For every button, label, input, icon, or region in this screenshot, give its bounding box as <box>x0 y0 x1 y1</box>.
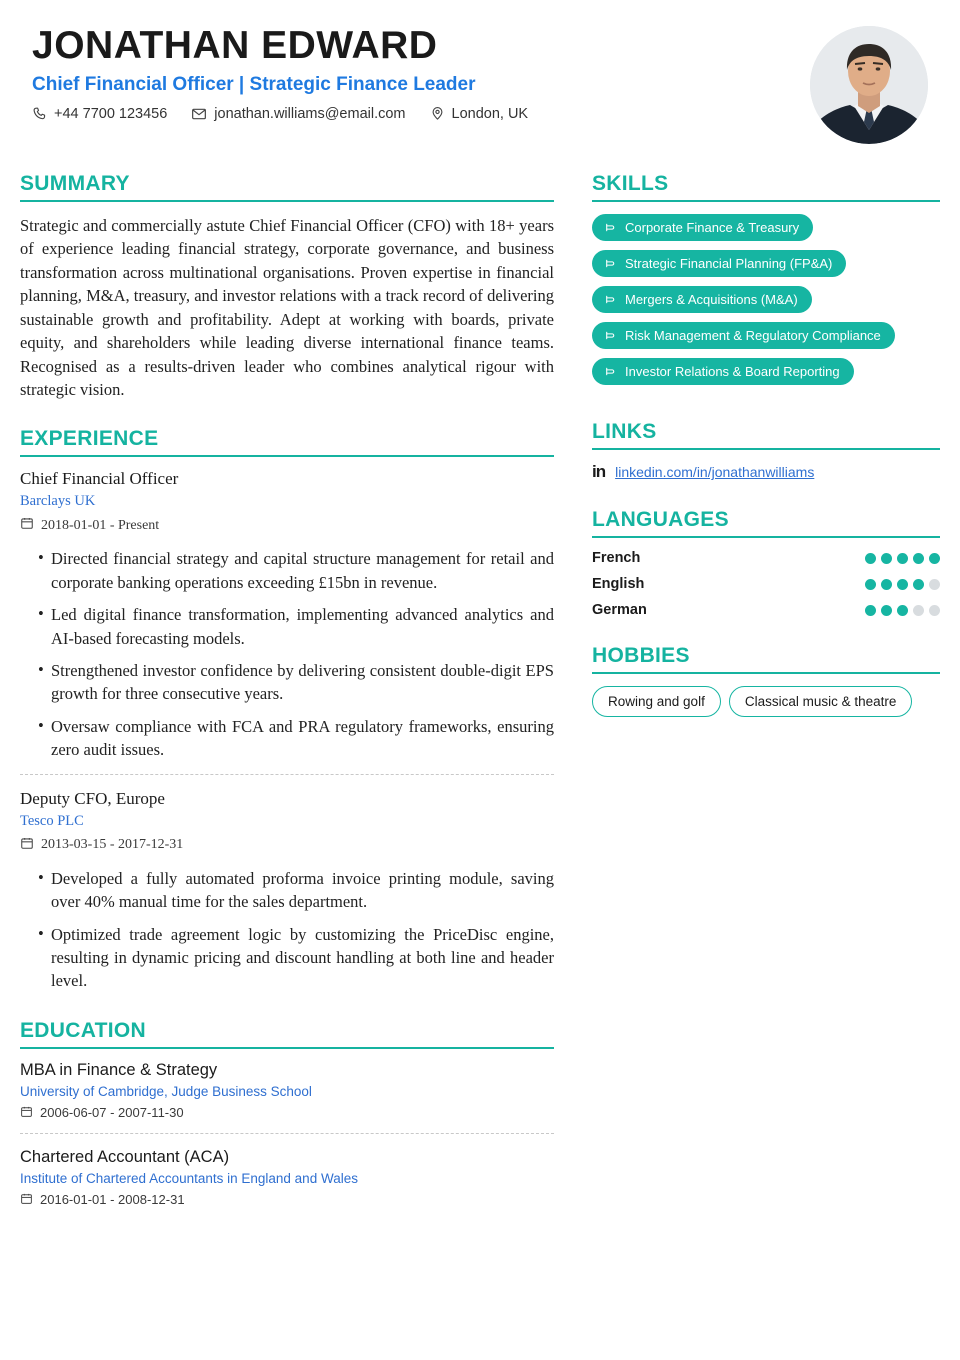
experience-bullet-list <box>20 547 554 761</box>
hobby-badge: Classical music & theatre <box>729 686 913 717</box>
hobbies-list <box>592 686 940 726</box>
skill-label: Corporate Finance & Treasury <box>625 220 800 235</box>
experience-dates <box>20 516 554 535</box>
location-text: London, UK <box>451 105 529 122</box>
tag-icon <box>604 329 617 342</box>
phone-text: +44 7700 123456 <box>54 105 168 122</box>
level-dot <box>913 553 924 564</box>
level-dot <box>897 605 908 616</box>
level-dot <box>913 605 924 616</box>
linkedin-url[interactable]: linkedin.com/in/jonathanwilliams <box>615 464 815 480</box>
skill-label: Mergers & Acquisitions (M&A) <box>625 292 798 307</box>
page-title: JONATHAN EDWARD <box>32 24 438 67</box>
tag-icon <box>604 365 617 378</box>
linkedin-icon: in <box>592 462 606 481</box>
contact-row <box>32 106 810 122</box>
experience-date-text: 2018-01-01 - Present <box>41 517 160 533</box>
job-headline: Chief Financial Officer | Strategic Finance Leader <box>32 73 476 95</box>
section-education <box>20 1019 554 1208</box>
content-columns <box>20 172 940 1234</box>
skill-badge <box>592 322 895 349</box>
experience-job-title: Deputy CFO, Europe <box>20 788 165 808</box>
left-column <box>20 172 554 1234</box>
contact-email <box>191 106 405 122</box>
envelope-icon <box>191 106 207 122</box>
tag-icon <box>604 257 617 270</box>
phone-icon <box>32 106 47 121</box>
calendar-icon <box>20 1192 33 1208</box>
education-entry <box>20 1061 554 1121</box>
education-institution: Institute of Chartered Accountants in England and Wales <box>20 1170 358 1186</box>
contact-location <box>430 106 529 122</box>
level-dot <box>865 579 876 590</box>
tag-icon <box>604 221 617 234</box>
avatar <box>810 26 928 144</box>
education-degree: Chartered Accountant (ACA) <box>20 1147 230 1166</box>
section-title-languages: LANGUAGES <box>592 508 940 538</box>
skill-badge <box>592 358 854 385</box>
section-title-links: LINKS <box>592 420 940 450</box>
level-dot <box>897 553 908 564</box>
language-name: French <box>592 550 641 566</box>
education-entry <box>20 1148 554 1208</box>
experience-dates <box>20 836 554 855</box>
list-item: • Oversaw compliance with FCA and PRA regulatory frameworks, ensuring zero audit issues. <box>38 715 554 762</box>
language-row <box>592 550 940 566</box>
link-item[interactable] <box>592 462 940 482</box>
entry-divider <box>20 1133 554 1134</box>
education-degree: MBA in Finance & Strategy <box>20 1060 218 1079</box>
level-dot <box>897 579 908 590</box>
section-title-hobbies: HOBBIES <box>592 644 940 674</box>
experience-company: Barclays UK <box>20 493 96 510</box>
section-title-experience: EXPERIENCE <box>20 427 554 457</box>
education-dates <box>20 1105 554 1121</box>
level-dot <box>929 553 940 564</box>
language-level-dots <box>865 605 940 616</box>
calendar-icon <box>20 516 34 535</box>
summary-text: Strategic and commercially astute Chief Financial Officer (CFO) with 18+ years of experience leading financial strategy, corporate governance, and business transformation across multinational organisations. Proven expertise in financial planning, M&A, treasury, and investor relations with a track record of delivering sustainable growth and profitability. Adept at working with boards, private equity, and shareholders while leading diverse international finance teams. Recognised as a results-driven leader who combines analytical rigour with strategic vision. <box>20 216 554 399</box>
education-date-text: 2016-01-01 - 2008-12-31 <box>40 1192 185 1208</box>
email-text: jonathan.williams@email.com <box>214 105 406 122</box>
list-item: • Led digital finance transformation, implementing advanced analytics and AI-based forecasting models. <box>38 603 554 650</box>
skill-label: Investor Relations & Board Reporting <box>625 364 840 379</box>
location-pin-icon <box>430 106 445 121</box>
list-item: • Developed a fully automated proforma invoice printing module, saving over 40% manual time for the sales department. <box>38 867 554 914</box>
level-dot <box>865 553 876 564</box>
section-hobbies <box>592 644 940 726</box>
section-summary <box>20 172 554 401</box>
experience-bullet-list <box>20 867 554 993</box>
section-title-skills: SKILLS <box>592 172 940 202</box>
level-dot <box>929 579 940 590</box>
hobby-badge: Rowing and golf <box>592 686 721 717</box>
skill-badge <box>592 214 813 241</box>
list-item: • Strengthened investor confidence by delivering consistent double-digit EPS growth for three consecutive years. <box>38 659 554 706</box>
section-experience <box>20 427 554 992</box>
education-institution: University of Cambridge, Judge Business School <box>20 1083 312 1099</box>
header-text-block <box>32 26 810 122</box>
level-dot <box>881 579 892 590</box>
contact-phone <box>32 106 167 122</box>
experience-job-title: Chief Financial Officer <box>20 469 179 489</box>
level-dot <box>929 605 940 616</box>
language-level-dots <box>865 553 940 564</box>
level-dot <box>913 579 924 590</box>
calendar-icon <box>20 836 34 855</box>
right-column <box>592 172 940 1234</box>
section-title-education: EDUCATION <box>20 1019 554 1049</box>
level-dot <box>881 553 892 564</box>
education-date-text: 2006-06-07 - 2007-11-30 <box>40 1105 184 1121</box>
skill-label: Risk Management & Regulatory Compliance <box>625 328 881 343</box>
level-dot <box>865 605 876 616</box>
language-name: German <box>592 602 647 618</box>
calendar-icon <box>20 1105 33 1121</box>
experience-entry <box>20 469 554 761</box>
skill-badge <box>592 286 812 313</box>
section-languages <box>592 508 940 618</box>
resume-header <box>20 26 940 144</box>
language-name: English <box>592 576 645 592</box>
skill-badge <box>592 250 846 277</box>
list-item: • Directed financial strategy and capital structure management for retail and corporate banking operations exceeding £15bn in revenue. <box>38 547 554 594</box>
section-title-summary: SUMMARY <box>20 172 554 202</box>
skill-label: Strategic Financial Planning (FP&A) <box>625 256 833 271</box>
section-skills <box>592 172 940 394</box>
experience-entry <box>20 789 554 993</box>
experience-date-text: 2013-03-15 - 2017-12-31 <box>41 837 184 853</box>
language-row <box>592 576 940 592</box>
level-dot <box>881 605 892 616</box>
entry-divider <box>20 774 554 775</box>
experience-company: Tesco PLC <box>20 812 84 829</box>
tag-icon <box>604 293 617 306</box>
language-level-dots <box>865 579 940 590</box>
section-links <box>592 420 940 482</box>
language-row <box>592 602 940 618</box>
list-item: • Optimized trade agreement logic by customizing the PriceDisc engine, resulting in dynamic pricing and discount handling at both line and header level. <box>38 923 554 993</box>
education-dates <box>20 1192 554 1208</box>
